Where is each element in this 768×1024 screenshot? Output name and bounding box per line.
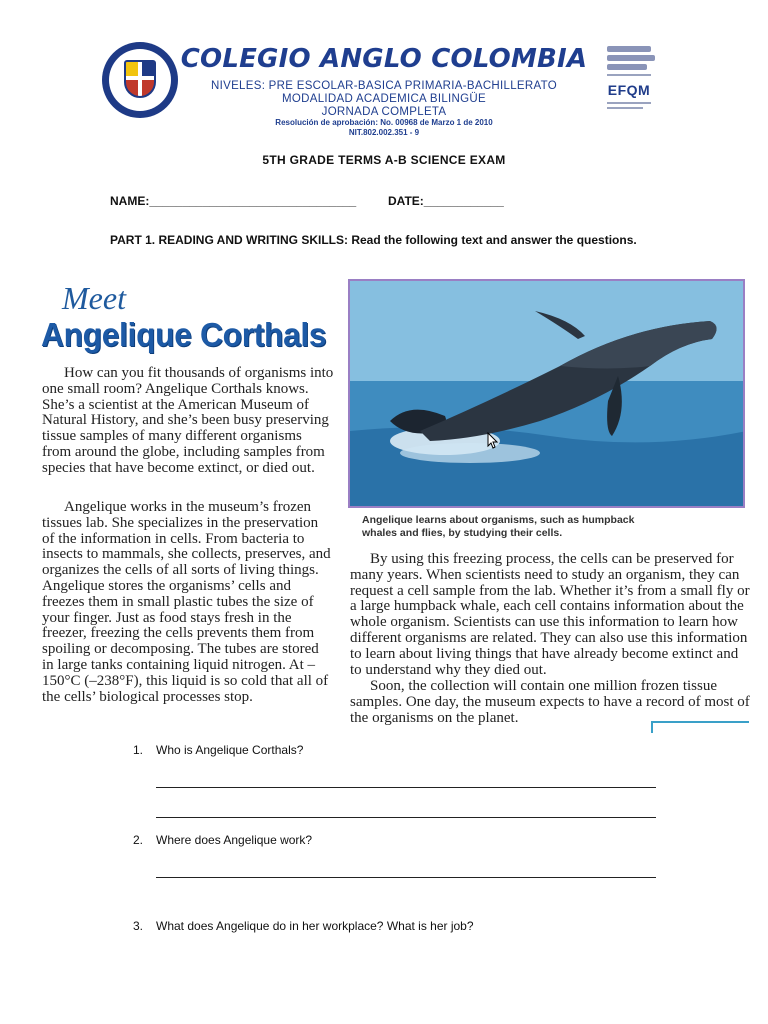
answer-line[interactable] [156,877,656,879]
name-field-label: NAME:_______________________________ [110,194,357,208]
article-meet-heading: Meet [62,280,126,316]
efqm-logo-text: EFQM [607,82,651,98]
mouse-cursor-icon [487,432,499,455]
article-paragraph-4: Soon, the collection will contain one million frozen tissue samples. One day, the museum expects to have a record of most of the organisms on the planet. [350,678,750,726]
humpback-whale-illustration [350,281,745,508]
question-2-number: 2. [133,833,144,847]
question-1-text: Who is Angelique Corthals? [156,743,304,757]
school-nit: NIT.802.002.351 - 9 [348,128,420,137]
question-2-text: Where does Angelique work? [156,833,313,847]
answer-line[interactable] [156,817,656,819]
article-title: Angelique Corthals [41,316,327,353]
efqm-logo [601,44,657,116]
question-3-number: 3. [133,919,144,933]
article-paragraph-1: How can you fit thousands of organisms into one small room? Angelique Corthals knows. She’s a scientist at the American Museum of Natural History, and she’s been busy preserving tissue samples of many different organisms from around the globe, including samples from species that have become extinct, or died out. [42,365,334,476]
question-1-number: 1. [133,743,144,757]
decorative-corner-border [651,721,749,733]
answer-line[interactable] [156,787,656,789]
part1-instructions: PART 1. READING AND WRITING SKILLS: Read the following text and answer the questions. [110,233,637,247]
date-field-label: DATE:____________ [388,194,504,208]
question-3-text: What does Angelique do in her workplace? What is her job? [156,919,474,933]
photo-caption: Angelique learns about organisms, such as humpback whales and flies, by studying their cells. [362,514,635,539]
exam-title: 5TH GRADE TERMS A-B SCIENCE EXAM [262,153,506,167]
school-resolution: Resolución de aprobación: No. 00968 de Marzo 1 de 2010 [275,118,493,127]
article-paragraph-3: By using this freezing process, the cells can be preserved for many years. When scientists need to study an organism, they can request a cell sample from the lab. Whether it’s from a small fly or a large humpback whale, each cell contains information about the whole organism. Scientists can use this information to learn how different organisms are related. They can also use this information to learn about living things that have already become extinct and to understand why they died out. [350,551,750,678]
school-name: COLEGIO ANGLO COLOMBIA [180,44,588,74]
school-modality: MODALIDAD ACADEMICA BILINGÜE [282,93,486,105]
article-paragraph-2: Angelique works in the museum’s frozen tissues lab. She specializes in the preservation of the information in cells. From bacteria to insects to mammals, she collects, preserves, and organizes the cells of all sorts of living things. Angelique stores the organisms’ cells and freezes them in small plastic tubes the size of your finger. Just as food stays fresh in the freezer, freezing the cells prevents them from spoiling or decomposing. The tubes are stored in large tanks containing liquid nitrogen. At –150°C (–238°F), this liquid is so cold that all of the cells’ biological processes stop. [42,499,331,705]
school-schedule: JORNADA COMPLETA [321,106,447,118]
humpback-whale-photo [348,279,745,508]
school-levels: NIVELES: PRE ESCOLAR-BASICA PRIMARIA-BACHILLERATO [211,80,557,92]
